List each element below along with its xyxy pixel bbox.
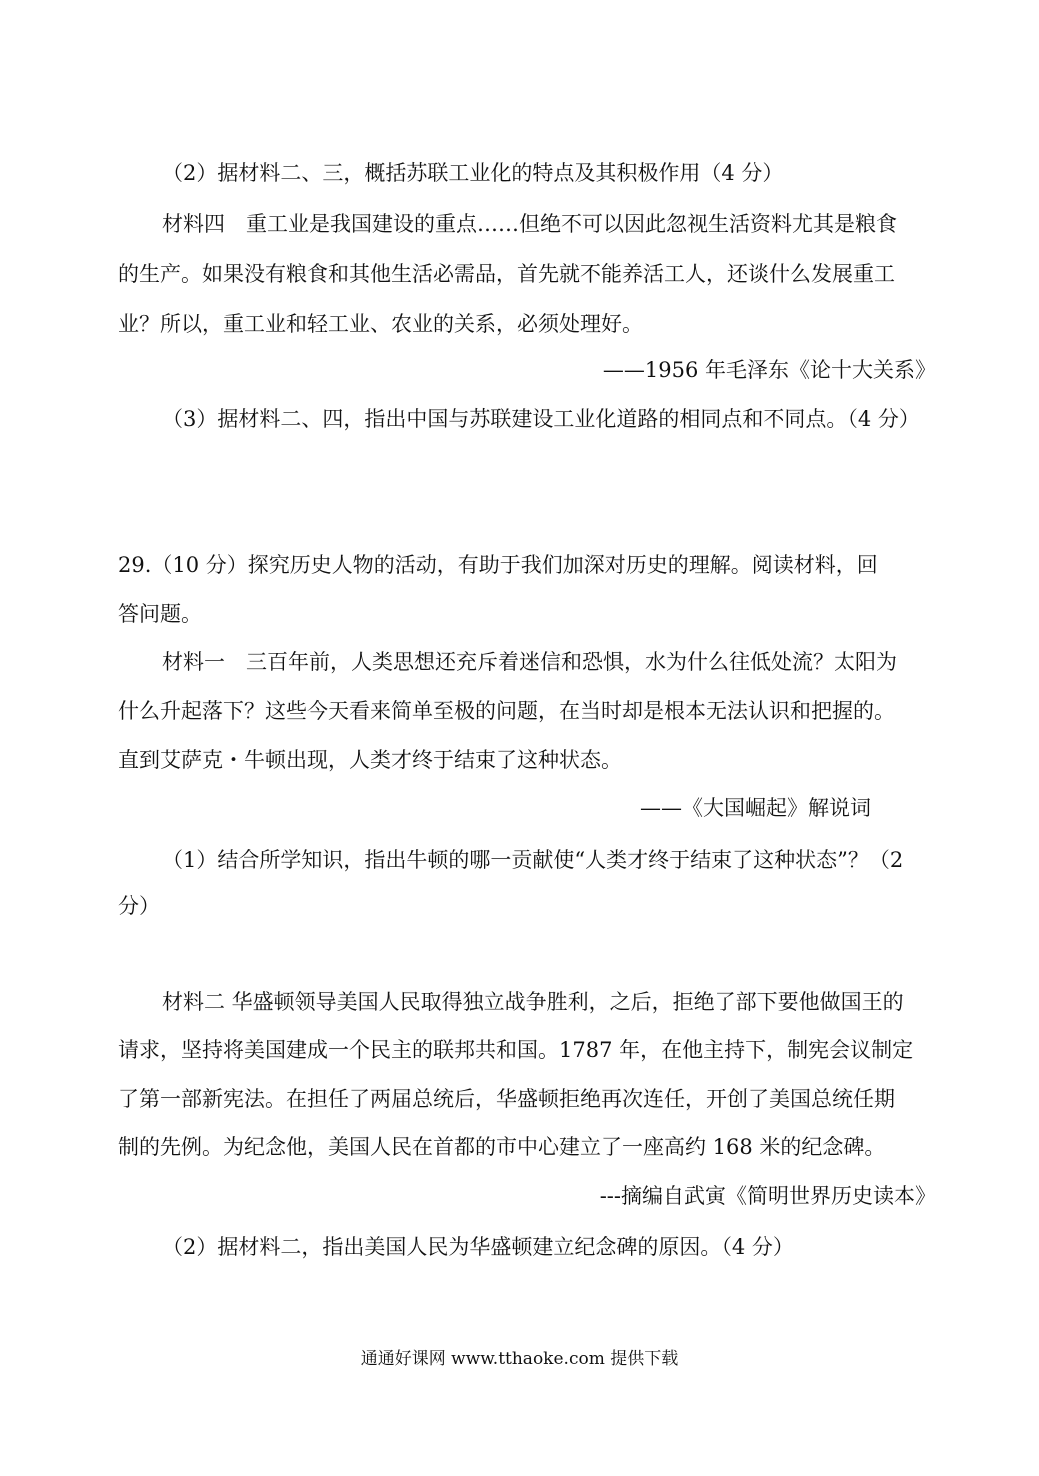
question-29-line-2: 答问题。 bbox=[118, 602, 202, 626]
material-2-line-2: 请求，坚持将美国建成一个民主的联邦共和国。1787 年，在他主持下，制宪会议制定 bbox=[118, 1038, 914, 1062]
question-29-line-1: 29.（10 分）探究历史人物的活动，有助于我们加深对历史的理解。阅读材料，回 bbox=[118, 553, 878, 577]
material-4-line-2: 的生产。如果没有粮食和其他生活必需品，首先就不能养活工人，还谈什么发展重工 bbox=[118, 262, 895, 286]
material-4-line-3: 业？所以，重工业和轻工业、农业的关系，必须处理好。 bbox=[118, 312, 643, 336]
question-28-part-2: （2）据材料二、三，概括苏联工业化的特点及其积极作用（4 分） bbox=[162, 161, 784, 185]
material-2-line-4: 制的先例。为纪念他，美国人民在首都的市中心建立了一座高约 168 米的纪念碑。 bbox=[118, 1135, 886, 1159]
question-28-part-3: （3）据材料二、四，指出中国与苏联建设工业化道路的相同点和不同点。（4 分） bbox=[162, 407, 920, 431]
question-29-part-2: （2）据材料二，指出美国人民为华盛顿建立纪念碑的原因。（4 分） bbox=[162, 1235, 794, 1259]
material-1-line-3: 直到艾萨克・牛顿出现，人类才终于结束了这种状态。 bbox=[118, 748, 622, 772]
material-1-line-1: 材料一 三百年前，人类思想还充斥着迷信和恐惧，水为什么往低处流？太阳为 bbox=[162, 650, 897, 674]
material-1-source: ——《大国崛起》解说词 bbox=[640, 796, 871, 820]
question-29-part-1-line-1: （1）结合所学知识，指出牛顿的哪一贡献使“人类才终于结束了这种状态”？（2 bbox=[162, 848, 904, 872]
material-4-source: ——1956 年毛泽东《论十大关系》 bbox=[602, 358, 936, 382]
material-4-line-1: 材料四 重工业是我国建设的重点……但绝不可以因此忽视生活资料尤其是粮食 bbox=[162, 212, 897, 236]
material-2-line-1: 材料二 华盛顿领导美国人民取得独立战争胜利，之后，拒绝了部下要他做国王的 bbox=[162, 990, 904, 1014]
question-29-part-1-line-2: 分） bbox=[118, 894, 160, 918]
page-footer: 通通好课网 www.tthaoke.com 提供下载 bbox=[360, 1349, 679, 1369]
material-1-line-2: 什么升起落下？这些今天看来简单至极的问题，在当时却是根本无法认识和把握的。 bbox=[118, 699, 895, 723]
material-2-source: ---摘编自武寅《简明世界历史读本》 bbox=[599, 1184, 936, 1208]
material-2-line-3: 了第一部新宪法。在担任了两届总统后，华盛顿拒绝再次连任，开创了美国总统任期 bbox=[118, 1087, 895, 1111]
